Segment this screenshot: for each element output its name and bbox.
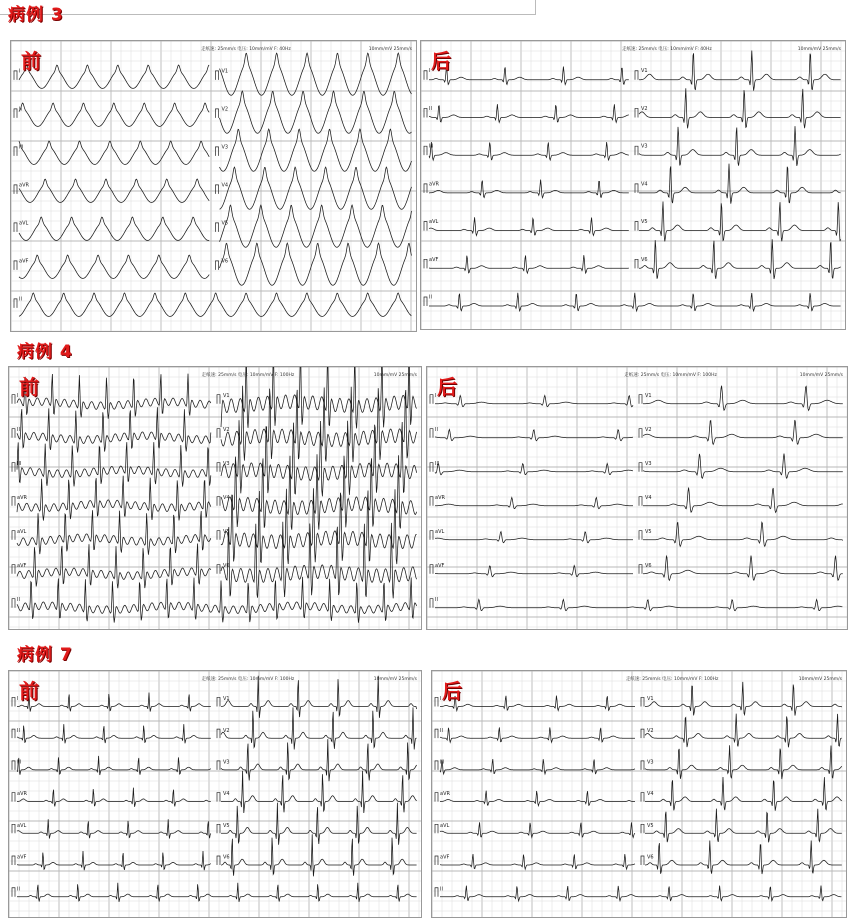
svg-text:II: II (19, 106, 22, 113)
svg-text:V6: V6 (223, 854, 230, 861)
svg-text:走纸速: 25mm/s 电压: 10mm/mV F: 1: 走纸速: 25mm/s 电压: 10mm/mV F: 100Hz (201, 373, 295, 378)
svg-text:I: I (435, 392, 437, 399)
svg-text:V1: V1 (223, 696, 230, 703)
svg-text:V5: V5 (223, 528, 230, 535)
top-divider-line (0, 14, 536, 15)
case-4-ecg-after (426, 366, 848, 630)
svg-text:V4: V4 (223, 791, 230, 798)
svg-text:V5: V5 (223, 822, 230, 829)
svg-text:aVR: aVR (17, 494, 27, 501)
svg-text:II: II (435, 426, 438, 433)
svg-text:走纸速: 25mm/s 电压: 10mm/mV F: 1: 走纸速: 25mm/s 电压: 10mm/mV F: 100Hz (624, 373, 717, 378)
svg-text:I: I (17, 392, 19, 399)
svg-text:V2: V2 (223, 727, 230, 734)
svg-text:V2: V2 (223, 426, 230, 433)
svg-text:V6: V6 (223, 562, 230, 569)
ecg-tracing (11, 41, 416, 331)
svg-text:走纸速: 25mm/s 电压: 10mm/mV F: 4: 走纸速: 25mm/s 电压: 10mm/mV F: 40Hz (201, 47, 291, 52)
svg-text:V2: V2 (221, 106, 229, 113)
svg-text:II: II (440, 727, 443, 734)
svg-text:V1: V1 (647, 696, 654, 703)
svg-text:aVR: aVR (429, 181, 439, 188)
svg-text:V1: V1 (645, 392, 652, 399)
svg-text:aVL: aVL (429, 219, 439, 226)
svg-text:I: I (17, 696, 19, 703)
ecg-tracing (427, 367, 847, 629)
svg-text:V3: V3 (221, 144, 229, 151)
svg-text:V6: V6 (647, 854, 654, 861)
case-7-ecg-after (431, 670, 847, 918)
case-4-after-tag: 后 (437, 375, 457, 399)
svg-text:V4: V4 (223, 494, 230, 501)
ecg-tracing (9, 671, 421, 917)
svg-text:V2: V2 (641, 105, 648, 112)
svg-text:aVL: aVL (19, 220, 29, 227)
svg-text:V1: V1 (223, 392, 230, 399)
svg-text:aVF: aVF (17, 562, 27, 569)
svg-text:aVF: aVF (17, 854, 27, 861)
case-7-after-tag: 后 (442, 679, 462, 703)
svg-text:III: III (17, 460, 22, 467)
svg-text:II: II (17, 426, 20, 433)
svg-text:aVF: aVF (429, 256, 439, 263)
svg-text:aVF: aVF (435, 562, 445, 569)
svg-text:10mm/mV 25mm/s: 10mm/mV 25mm/s (798, 677, 842, 682)
svg-text:V3: V3 (223, 460, 230, 467)
case-3-ecg-after (420, 40, 846, 330)
svg-text:II: II (435, 596, 438, 603)
svg-text:aVR: aVR (19, 182, 29, 189)
svg-text:V3: V3 (647, 759, 654, 766)
ecg-tracing (421, 41, 845, 329)
svg-text:II: II (429, 294, 432, 301)
case-4-before-tag: 前 (19, 375, 39, 399)
svg-text:V6: V6 (645, 562, 652, 569)
svg-text:V1: V1 (221, 68, 229, 75)
svg-text:V5: V5 (641, 219, 648, 226)
svg-text:aVF: aVF (19, 258, 29, 265)
svg-text:10mm/mV 25mm/s: 10mm/mV 25mm/s (373, 373, 417, 378)
svg-text:走纸速: 25mm/s 电压: 10mm/mV F: 1: 走纸速: 25mm/s 电压: 10mm/mV F: 100Hz (201, 677, 295, 682)
case-3-after-tag: 后 (431, 49, 451, 73)
svg-text:II: II (17, 727, 20, 734)
svg-text:aVL: aVL (17, 822, 27, 829)
svg-text:V4: V4 (641, 181, 648, 188)
svg-text:II: II (19, 296, 22, 303)
svg-text:II: II (17, 596, 20, 603)
svg-text:III: III (429, 143, 434, 150)
svg-text:10mm/mV 25mm/s: 10mm/mV 25mm/s (799, 373, 843, 378)
svg-text:V2: V2 (645, 426, 652, 433)
svg-text:V1: V1 (641, 68, 648, 75)
svg-text:II: II (440, 886, 443, 893)
svg-text:10mm/mV 25mm/s: 10mm/mV 25mm/s (373, 677, 417, 682)
svg-text:V3: V3 (641, 143, 648, 150)
svg-text:III: III (17, 759, 22, 766)
svg-text:V2: V2 (647, 727, 654, 734)
svg-text:V4: V4 (645, 494, 652, 501)
svg-text:10mm/mV 25mm/s: 10mm/mV 25mm/s (368, 47, 412, 52)
svg-text:V4: V4 (221, 182, 229, 189)
svg-text:V3: V3 (645, 460, 652, 467)
svg-text:V5: V5 (645, 528, 652, 535)
case-3-ecg-before (10, 40, 417, 332)
svg-text:I: I (19, 68, 21, 75)
svg-text:V5: V5 (221, 220, 229, 227)
svg-text:V3: V3 (223, 759, 230, 766)
svg-text:V6: V6 (221, 258, 229, 265)
svg-text:III: III (440, 759, 445, 766)
case-7-label: 病例 7 (17, 645, 73, 665)
svg-text:V5: V5 (647, 822, 654, 829)
case-4-ecg-before (8, 366, 422, 630)
svg-text:aVR: aVR (435, 494, 445, 501)
case-7-ecg-before (8, 670, 422, 918)
svg-text:aVL: aVL (17, 528, 27, 535)
svg-text:V4: V4 (647, 791, 654, 798)
case-3-label: 病例 3 (8, 5, 64, 25)
svg-text:aVL: aVL (440, 822, 450, 829)
ecg-tracing (432, 671, 846, 917)
svg-text:II: II (17, 886, 20, 893)
svg-text:走纸速: 25mm/s 电压: 10mm/mV F: 1: 走纸速: 25mm/s 电压: 10mm/mV F: 100Hz (625, 677, 719, 682)
svg-text:aVR: aVR (17, 791, 27, 798)
svg-text:III: III (19, 144, 24, 151)
svg-text:III: III (435, 460, 440, 467)
svg-text:走纸速: 25mm/s 电压: 10mm/mV F: 4: 走纸速: 25mm/s 电压: 10mm/mV F: 40Hz (622, 47, 712, 52)
svg-text:aVF: aVF (440, 854, 450, 861)
top-divider-corner (535, 0, 536, 14)
svg-text:II: II (429, 105, 432, 112)
svg-text:10mm/mV 25mm/s: 10mm/mV 25mm/s (797, 47, 841, 52)
svg-text:I: I (440, 696, 442, 703)
svg-text:I: I (429, 68, 431, 75)
case-4-label: 病例 4 (17, 342, 73, 362)
svg-text:V6: V6 (641, 256, 648, 263)
case-7-before-tag: 前 (19, 679, 39, 703)
ecg-tracing (9, 367, 421, 629)
case-3-before-tag: 前 (21, 49, 41, 73)
svg-text:aVR: aVR (440, 791, 450, 798)
svg-text:aVL: aVL (435, 528, 445, 535)
